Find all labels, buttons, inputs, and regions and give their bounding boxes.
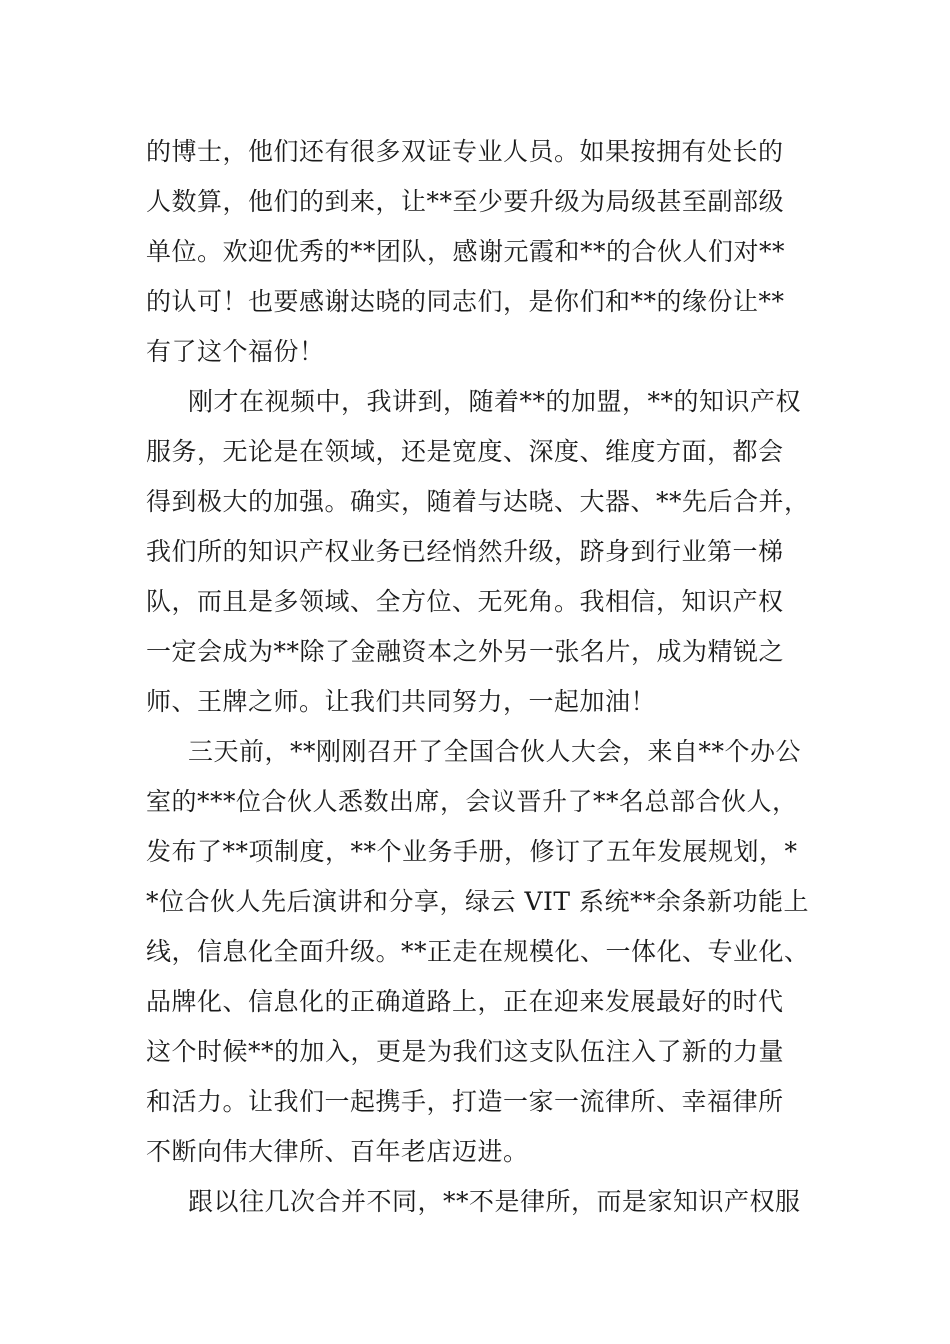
text-line: 的博士，他们还有很多双证专业人员。如果按拥有处长的 [146,137,784,166]
text-line: 队，而且是多领域、全方位、无死角。我相信，知识产权 [146,587,784,616]
text-line: 和活力。让我们一起携手，打造一家一流律所、幸福律所 [146,1087,784,1116]
text-line: 不断向伟大律所、百年老店迈进。 [146,1137,529,1166]
text-line: 线，信息化全面升级。**正走在规模化、一体化、专业化、 [146,937,810,966]
text-line: 单位。欢迎优秀的**团队，感谢元霞和**的合伙人们对** [146,237,786,266]
text-line: 我们所的知识产权业务已经悄然升级，跻身到行业第一梯 [146,537,784,566]
text-line: 发布了**项制度，**个业务手册，修订了五年发展规划，* [146,837,798,866]
text-line: 这个时候**的加入，更是为我们这支队伍注入了新的力量 [146,1037,785,1066]
text-line: *位合伙人先后演讲和分享，绿云 VIT 系统**余条新功能上 [146,887,810,916]
paragraph-first-line: 三天前，**刚刚召开了全国合伙人大会，来自**个办公 [188,737,802,766]
text-line: 有了这个福份！ [146,337,325,366]
text-line: 人数算，他们的到来，让**至少要升级为局级甚至副部级 [146,187,785,216]
document-body [146,127,836,1227]
text-line: 室的***位合伙人悉数出席，会议晋升了**名总部合伙人， [146,787,798,816]
paragraph-first-line: 刚才在视频中，我讲到，随着**的加盟，**的知识产权 [188,387,802,416]
text-line: 师、王牌之师。让我们共同努力，一起加油！ [146,687,657,716]
text-line: 一定会成为**除了金融资本之外另一张名片，成为精锐之 [146,637,785,666]
text-line: 服务，无论是在领域，还是宽度、深度、维度方面，都会 [146,437,784,466]
text-line: 得到极大的加强。确实，随着与达晓、大器、**先后合并， [146,487,810,516]
paragraph-first-line: 跟以往几次合并不同，**不是律所，而是家知识产权服 [188,1187,801,1216]
text-line: 的认可！也要感谢达晓的同志们，是你们和**的缘份让** [146,287,785,316]
text-line: 品牌化、信息化的正确道路上，正在迎来发展最好的时代 [146,987,784,1016]
